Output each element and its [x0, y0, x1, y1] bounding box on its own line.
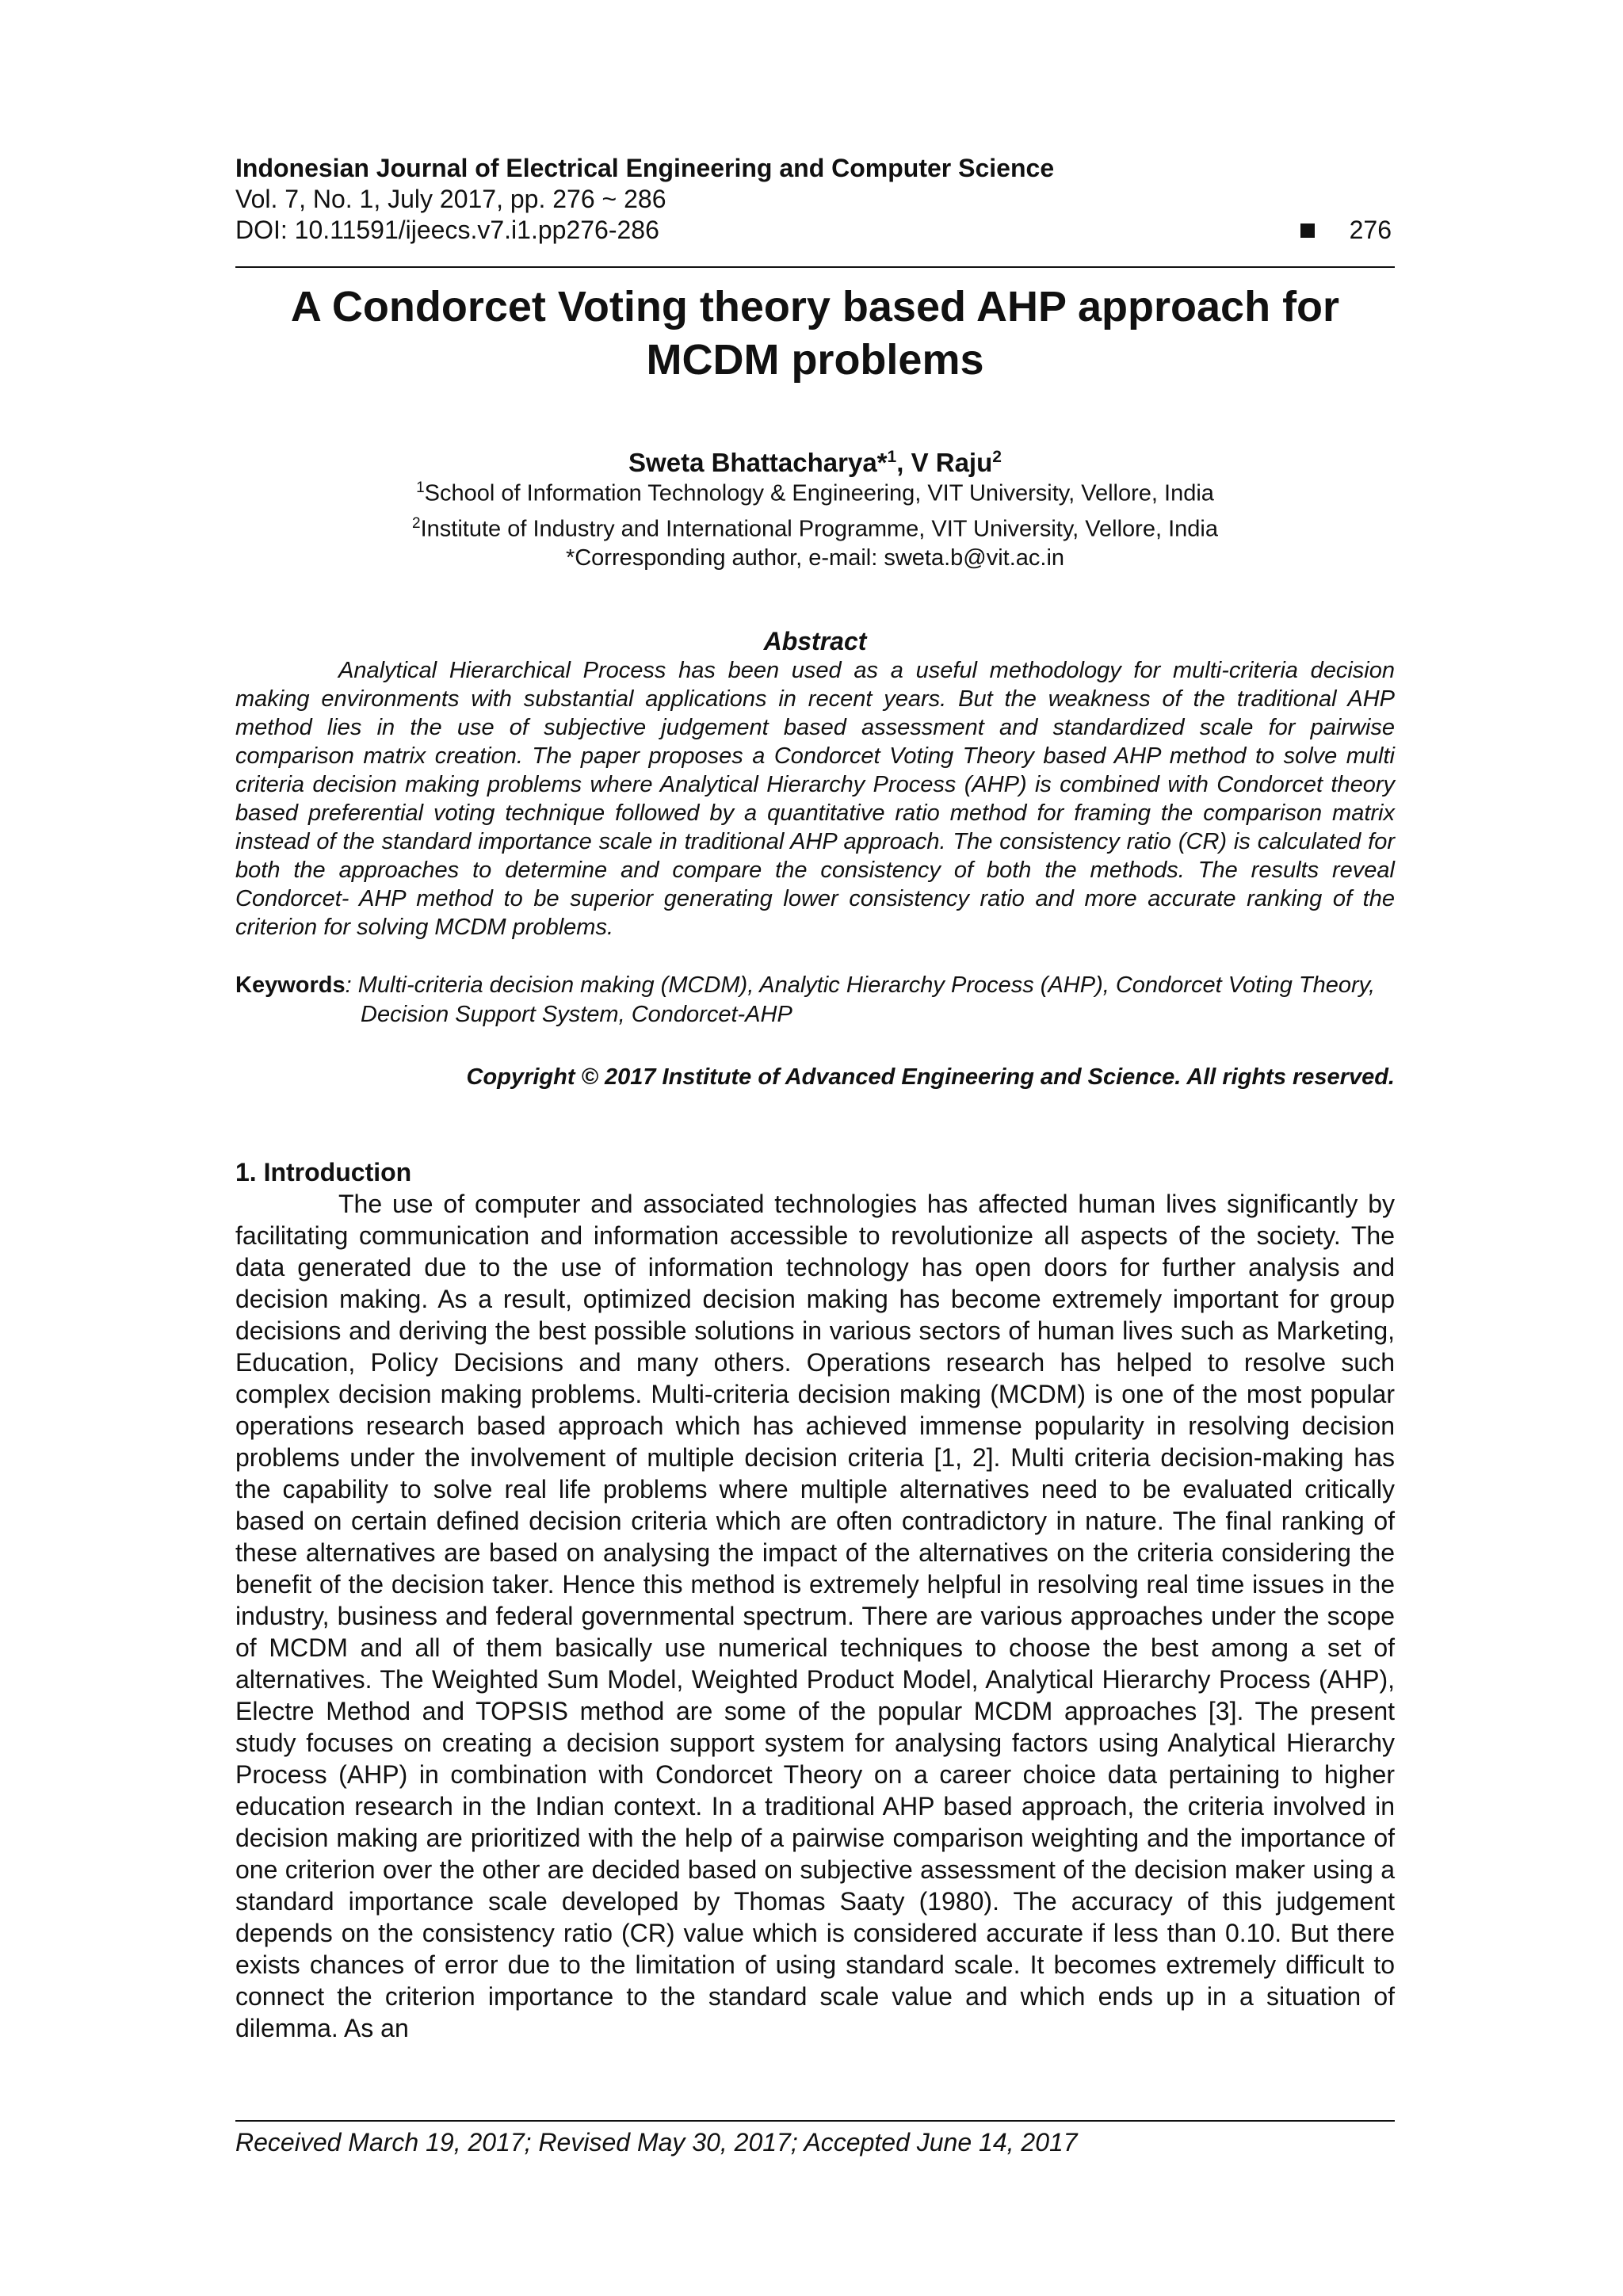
author-2-affiliation-mark: 2 [992, 448, 1002, 466]
keywords-label: Keywords [235, 972, 346, 998]
keywords-text: : Multi-criteria decision making (MCDM), Analytic Hierarchy Process (AHP), Condorcet Voting Theory, Decision Support System, Condorcet-AHP [345, 972, 1376, 1027]
keywords [235, 971, 1395, 1030]
journal-name: Indonesian Journal of Electrical Engineering and Computer Science [235, 154, 1055, 182]
affiliation-2-mark: 2 [412, 514, 421, 532]
title-line-2: MCDM problems [646, 336, 984, 384]
abstract-text: Analytical Hierarchical Process has been used as a useful methodology for multi-criteria decision making environments with substantial applications in recent years. But the weakness of the traditional AHP method lies in the use of subjective judgement based assessment and standardized scale for pairwise comparison matrix creation. The paper proposes a Condorcet Voting Theory based AHP method to solve multi criteria decision making problems where Analytical Hierarchy Process (AHP) is combined with Condorcet theory based preferential voting technique followed by a quantitative ratio method for framing the comparison matrix instead of the standard importance scale in traditional AHP approach. The consistency ratio (CR) is calculated for both the approaches to determine and compare the consistency of both the methods. The results reveal Condorcet- AHP method to be superior generating lower consistency ratio and more accurate ranking of the criterion for solving MCDM problems. [235, 658, 1395, 940]
author-2-name: V Raju [911, 448, 993, 477]
section-heading-introduction: 1. Introduction [235, 1158, 412, 1186]
paper-title [235, 281, 1395, 387]
affiliation-1-text: School of Information Technology & Engineering, VIT University, Vellore, India [424, 480, 1214, 506]
page-number-group [1300, 215, 1395, 246]
volume-info: Vol. 7, No. 1, July 2017, pp. 276 ~ 286 [235, 185, 666, 213]
corresponding-author: *Corresponding author, e-mail: sweta.b@vit.ac.in [565, 545, 1065, 571]
footer-divider [235, 2120, 1395, 2122]
journal-header [235, 153, 1395, 246]
square-bullet-icon [1300, 223, 1315, 238]
doi: DOI: 10.11591/ijeecs.v7.i1.pp276-286 [235, 216, 659, 244]
copyright-notice: Copyright © 2017 Institute of Advanced Engineering and Science. All rights reserved. [466, 1064, 1395, 1090]
affiliation-1 [235, 473, 1395, 509]
received-dates: Received March 19, 2017; Revised May 30, 2017; Accepted June 14, 2017 [235, 2128, 1078, 2157]
affiliations [235, 473, 1395, 573]
author-separator: , [896, 448, 911, 477]
affiliation-2-text: Institute of Industry and International Programme, VIT University, Vellore, India [420, 516, 1218, 542]
header-divider [235, 266, 1395, 268]
author-1-affiliation-mark: 1 [887, 448, 897, 466]
affiliation-1-mark: 1 [416, 479, 425, 496]
author-1-name: Sweta Bhattacharya* [628, 448, 888, 477]
affiliation-2 [235, 509, 1395, 544]
title-line-1: A Condorcet Voting theory based AHP approach for [290, 283, 1340, 330]
page-number: 276 [1349, 216, 1392, 244]
introduction-text: The use of computer and associated technologies has affected human lives significantly by facilitating communication and information accessible to revolutionize all aspects of the society. The data generated due to the use of information technology has open doors for further analysis and decision making. As a result, optimized decision making has become extremely important for group decisions and deriving the best possible solutions in various sectors of human lives such as Marketing, Education, Policy Decisions and many others. Operations research has helped to resolve such complex decision making problems. Multi-criteria decision making (MCDM) is one of the most popular operations research based approach which has achieved immense popularity in resolving decision problems under the involvement of multiple decision criteria [1, 2]. Multi criteria decision-making has the capability to solve real life problems where multiple alternatives need to be evaluated critically based on certain defined decision criteria which are often contradictory in nature. The final ranking of these alternatives are based on analysing the impact of the alternatives on the criteria considering the benefit of the decision taker. Hence this method is extremely helpful in resolving real time issues in the industry, business and federal governmental spectrum. There are various approaches under the scope of MCDM and all of them basically use numerical techniques to choose the best among a set of alternatives. The Weighted Sum Model, Weighted Product Model, Analytical Hierarchy Process (AHP), Electre Method and TOPSIS method are some of the popular MCDM approaches [3]. The present study focuses on creating a decision support system for analysing factors using Analytical Hierarchy Process (AHP) in combination with Condorcet Theory on a career choice data pertaining to higher education research in the Indian context. In a traditional AHP based approach, the criteria involved in decision making are prioritized with the help of a pairwise comparison weighting and the importance of one criterion over the other are decided based on subjective assessment of the decision maker using a standard importance scale developed by Thomas Saaty (1980). The accuracy of this judgement depends on the consistency ratio (CR) value which is considered accurate if less than 0.10. But there exists chances of error due to the limitation of using standard scale. It becomes extremely difficult to connect the criterion importance to the standard scale value and which ends up in a situation of dilemma. As an [235, 1190, 1395, 2042]
doi-line [235, 215, 1395, 246]
abstract-heading: Abstract [763, 627, 867, 655]
